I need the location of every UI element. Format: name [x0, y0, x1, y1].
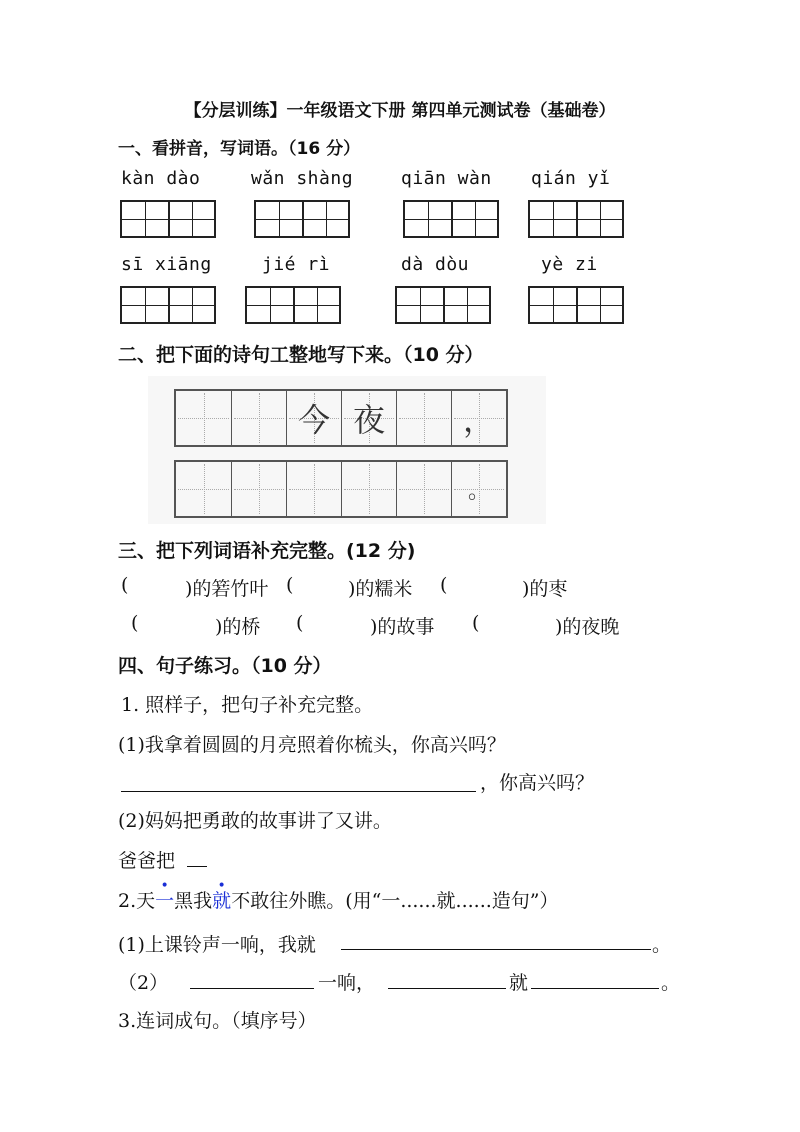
writing-grid[interactable] [245, 286, 341, 324]
pinyin-2: wǎn shàng [251, 168, 354, 189]
writing-grid[interactable] [403, 200, 499, 238]
poem-grid-row-1[interactable] [174, 389, 508, 447]
highlight-jiu [212, 878, 232, 912]
answer-tail: 。 [652, 934, 672, 956]
question-2-suffix: 不敢往外瞧。(用“一......就......造句”） [231, 890, 559, 912]
fill-open: ( [286, 574, 294, 596]
answer-mid: 就 [509, 972, 529, 994]
fill-close: )的糯米 [348, 578, 413, 600]
writing-grid[interactable] [254, 200, 350, 238]
question-3: 3.连词成句。（填序号） [118, 1010, 317, 1032]
question-1-2: (2)妈妈把勇敢的故事讲了又讲。 [118, 810, 392, 832]
question-2 [118, 878, 559, 913]
fill-close: )的夜晚 [555, 616, 620, 638]
answer-head: 爸爸把 [118, 850, 176, 872]
question-1: 1. 照样子，把句子补充完整。 [121, 694, 374, 716]
section1-heading: 一、看拼音，写词语。（16 分） [118, 139, 361, 159]
answer-line[interactable] [190, 970, 314, 989]
fill-open: ( [472, 612, 480, 634]
poem-period: 。 [467, 478, 490, 504]
highlight-jiu-text: 就 [212, 890, 232, 912]
emphasis-dot: • [160, 878, 169, 894]
pinyin-8: yè zi [541, 254, 598, 275]
fill-open: ( [131, 612, 139, 634]
answer-line[interactable] [187, 848, 207, 867]
pinyin-7: dà dòu [401, 254, 470, 275]
highlight-yi [155, 878, 175, 912]
fill-open: ( [296, 612, 304, 634]
question-2-prefix: 2.天 [118, 890, 156, 912]
poem-comma: ， [462, 401, 495, 439]
fill-close: )的故事 [370, 616, 435, 638]
question-1-1: (1)我拿着圆圆的月亮照着你梳头，你高兴吗？ [118, 734, 506, 756]
fill-close: )的箬竹叶 [185, 578, 269, 600]
answer-line[interactable] [121, 771, 476, 792]
answer-tail: ，你高兴吗？ [480, 772, 595, 794]
section3-heading: 三、把下列词语补充完整。(12 分) [118, 540, 416, 562]
writing-grid[interactable] [528, 200, 624, 238]
question-2-1: (1)上课铃声一响，我就 [118, 934, 316, 956]
pinyin-4: qián yǐ [531, 168, 611, 189]
fill-open: ( [440, 574, 448, 596]
question-2-mid: 黑我 [174, 890, 213, 912]
fill-open: ( [121, 574, 129, 596]
pinyin-3: qiān wàn [401, 168, 492, 189]
fill-close: )的枣 [522, 578, 568, 600]
pinyin-5: sī xiāng [121, 254, 212, 275]
highlight-yi-text: 一 [155, 890, 175, 912]
pinyin-6: jié rì [262, 254, 331, 275]
question-2-2: （2） [118, 972, 169, 994]
page-title: 【分层训练】一年级语文下册 第四单元测试卷（基础卷） [184, 101, 616, 121]
emphasis-dot: • [217, 878, 226, 894]
section4-heading: 四、句子练习。（10 分） [118, 655, 332, 677]
answer-tail: 。 [661, 972, 681, 994]
poem-grid-row-2[interactable] [174, 460, 508, 518]
pinyin-1: kàn dào [121, 168, 201, 189]
answer-line[interactable] [388, 970, 506, 989]
writing-grid[interactable] [120, 286, 216, 324]
writing-grid[interactable] [395, 286, 491, 324]
fill-close: )的桥 [215, 616, 261, 638]
answer-line[interactable] [341, 931, 651, 950]
poem-char: 夜 [352, 401, 385, 439]
poem-char: 今 [297, 401, 330, 439]
writing-grid[interactable] [528, 286, 624, 324]
answer-mid: 一响， [318, 972, 376, 994]
writing-grid[interactable] [120, 200, 216, 238]
section2-heading: 二、把下面的诗句工整地写下来。（10 分） [118, 344, 484, 366]
answer-line[interactable] [531, 970, 659, 989]
